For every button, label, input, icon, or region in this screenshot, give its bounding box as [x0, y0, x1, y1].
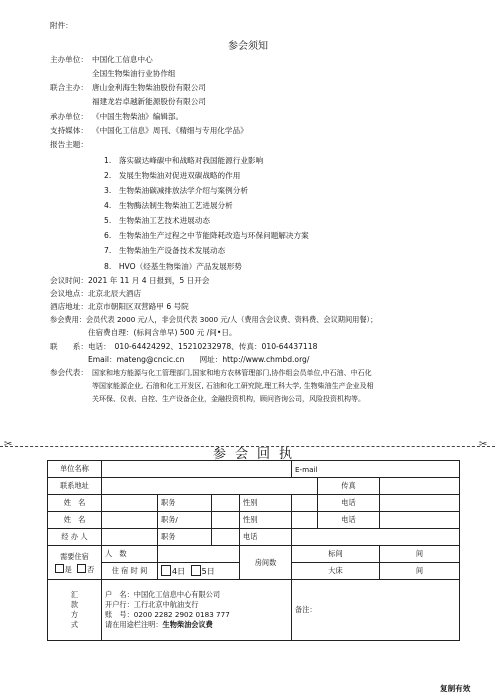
hotel-address: 酒店地址：北京市朝阳区双营路甲 6 号院 [50, 302, 189, 311]
position-field[interactable] [212, 495, 240, 512]
fee-line: 参会费用：会员代表 2000 元/人，非会员代表 3000 元/人（费用含会议费、资料费、会议期间用餐）； [50, 315, 378, 324]
position-field[interactable] [212, 529, 240, 546]
handler-field[interactable] [102, 529, 158, 546]
remit-label [48, 580, 102, 641]
address-label: 联系地址 [48, 478, 102, 495]
email-label: E-mail [295, 464, 318, 474]
room-unit: 间 [415, 566, 424, 575]
host-label: 主办单位： [50, 55, 88, 64]
gender-label: 性别 [240, 495, 292, 512]
page-title: 参会须知 [228, 41, 268, 52]
delegates-line-1: 国家和地方能源与化工管理部门,国家和地方农林管理部门,协作组会员单位,中石油、中石化 [92, 369, 372, 377]
name-field[interactable] [102, 495, 158, 512]
account-bank: 开户行：工行北京中航油支行 [105, 600, 199, 609]
stay-options [158, 563, 240, 580]
phone-field[interactable] [380, 512, 460, 529]
standard-room-label: 标间 [292, 546, 380, 563]
standard-room-field[interactable] [380, 546, 460, 563]
account-holder: 户 名：中国化工信息中心有限公司 [105, 590, 221, 599]
email-line: Email：mateng@cncic.cn 网址：http://www.chmbd.org/ [50, 355, 310, 364]
fax-field[interactable] [380, 478, 460, 495]
phone-label: 电话 [318, 495, 380, 512]
account-purpose [105, 620, 288, 630]
yes-label: 是 [64, 564, 72, 574]
remit-char: 款 [70, 600, 79, 609]
receipt-title: 参会回执 [213, 447, 302, 462]
delegates-line-2: 等国家能源企业, 石油和化工开发区, 石油和化工研究院,理工科大学, 生物柴油生产企业及相 [92, 382, 374, 390]
media-value: 《中国化工信息》周刊、《精细与专用化学品》 [92, 126, 248, 135]
scissors-icon: ✂ [479, 439, 488, 450]
lodging-options [51, 563, 98, 576]
topic-item: 8. HVO（烃基生物柴油）产品发展形势 [104, 262, 242, 271]
meeting-time: 会议时间：2021 年 11 月 4 日报到，5 日开会 [50, 276, 210, 285]
email-field[interactable] [292, 461, 460, 478]
remark-label: 备注： [295, 605, 317, 614]
phone-label: 电话 [240, 529, 292, 546]
position-label: 职务 [158, 495, 212, 512]
scissors-icon: ✂ [4, 439, 13, 450]
persons-label: 人 数 [102, 546, 158, 563]
purpose-value: 生物柴油会议费 [162, 620, 213, 629]
stay-label: 住 宿 时 间 [102, 563, 158, 580]
day5-checkbox[interactable] [191, 565, 201, 576]
lodging-question [48, 546, 102, 580]
lodging-fee-line: 住宿费自理：(标间含单早) 500 元 /间•日。 [50, 328, 237, 337]
handler-label: 经 办 人 [48, 529, 102, 546]
account-number: 账 号：0200 2282 2902 0183 777 [105, 610, 230, 619]
host-line-1: 中国化工信息中心 [92, 55, 153, 64]
topic-item: 1. 落实碳达峰碳中和战略对我国能源行业影响 [104, 156, 264, 165]
phone-field[interactable] [380, 495, 460, 512]
name-label: 姓 名 [48, 512, 102, 529]
remark-field[interactable] [292, 580, 460, 641]
position-field[interactable] [212, 512, 240, 529]
remit-char: 式 [70, 620, 79, 629]
account-info [102, 580, 292, 641]
gender-field[interactable] [292, 495, 318, 512]
day5-label: 5日 [201, 567, 215, 576]
organizer-value: 《中国生物柴油》编辑部。 [92, 112, 184, 121]
big-bed-label: 大床 [292, 563, 380, 580]
address-field[interactable] [102, 478, 318, 495]
phone-field[interactable] [292, 529, 460, 546]
remit-char: 汇 [70, 590, 79, 599]
co-host-line-1: 唐山金利海生物柴油股份有限公司 [92, 83, 206, 92]
fax-label: 传真 [318, 478, 380, 495]
contact-line: 联 系：电话： 010-64424292、15210232978、传真：010-64437118 [50, 342, 318, 351]
co-host-label: 联合主办： [50, 83, 88, 92]
day4-checkbox[interactable] [161, 565, 171, 576]
topic-item: 4. 生物酶法制生物柴油工艺进展分析 [104, 201, 233, 210]
topic-item: 5. 生物柴油工艺技术进展动态 [104, 216, 210, 225]
gender-label: 性别 [240, 512, 292, 529]
persons-field[interactable] [158, 546, 240, 563]
delegates-label: 参会代表： [50, 368, 88, 377]
big-bed-field[interactable] [380, 563, 460, 580]
host-line-2: 全国生物柴油行业协作组 [92, 69, 176, 78]
organizer-label: 承办单位： [50, 112, 88, 121]
topic-item: 3. 生物柴油碳减排放法学介绍与案例分析 [104, 186, 248, 195]
topic-item: 2. 发展生物柴油对促进双碳战略的作用 [104, 171, 241, 180]
purpose-label: 请在用途栏注明： [105, 620, 163, 629]
topics-label: 报告主题： [50, 140, 88, 149]
room-unit: 间 [415, 549, 424, 558]
unit-name-field[interactable] [102, 461, 292, 478]
co-host-line-2: 福建龙岩卓越新能源股份有限公司 [92, 97, 206, 106]
name-field[interactable] [102, 512, 158, 529]
unit-name-label: 单位名称 [48, 461, 102, 478]
copy-valid-note: 复制有效 [440, 684, 471, 693]
remit-char: 方 [70, 610, 79, 619]
topic-item: 6. 生物柴油生产过程之中节能降耗改造与环保问题解决方案 [104, 231, 309, 240]
topic-item: 7. 生物柴油生产设备技术发展动态 [104, 246, 226, 255]
meeting-place: 会议地点：北京北辰大酒店 [50, 289, 142, 298]
gender-field[interactable] [292, 512, 318, 529]
rooms-label: 房间数 [240, 546, 292, 580]
no-label: 否 [87, 564, 95, 574]
no-checkbox[interactable] [77, 564, 86, 573]
attachment-label: 附件： [50, 21, 73, 30]
yes-checkbox[interactable] [55, 564, 64, 573]
phone-label: 电话 [318, 512, 380, 529]
position-label: 职务/ [158, 512, 212, 529]
delegates-line-3: 关环保、仪表、自控、生产设备企业，金融投资机构，顾问咨询公司，风险投资机构等。 [92, 395, 365, 403]
lodging-label: 需要住宿 [60, 551, 89, 561]
day4-label: 4日 [172, 567, 186, 576]
position-label: 职务 [158, 529, 212, 546]
name-label: 姓 名 [48, 495, 102, 512]
receipt-form [47, 460, 460, 641]
media-label: 支持媒体： [50, 126, 88, 135]
